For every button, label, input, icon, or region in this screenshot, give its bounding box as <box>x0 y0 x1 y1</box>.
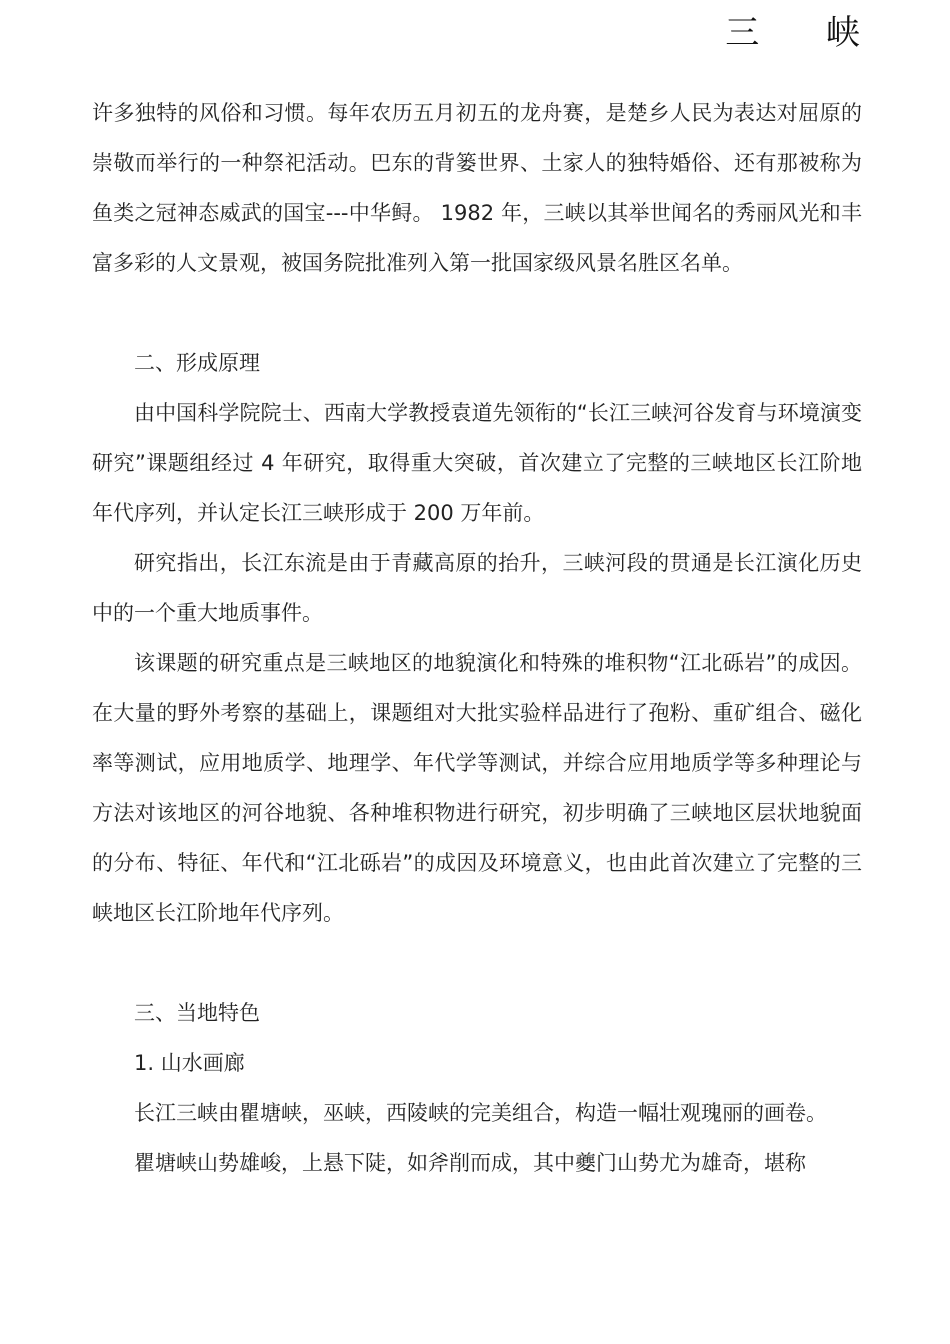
formation-paragraph-1: 由中国科学院院士、西南大学教授袁道先领衔的“长江三峡河谷发育与环境演变研究”课题组经过 4 年研究，取得重大突破，首次建立了完整的三峡地区长江阶地年代序列，并认定长江三峡形成于 200 万年前。 <box>92 401 862 525</box>
formation-paragraph-3: 该课题的研究重点是三峡地区的地貌演化和特殊的堆积物“江北砾岩”的成因。在大量的野外考察的基础上，课题组对大批实验样品进行了孢粉、重矿组合、磁化率等测试，应用地质学、地理学、年代学等测试，并综合应用地质学等多种理论与方法对该地区的河谷地貌、各种堆积物进行研究，初步明确了三峡地区层状地貌面的分布、特征、年代和“江北砾岩”的成因及环境意义，也由此首次建立了完整的三峡地区长江阶地年代序列。 <box>92 651 862 925</box>
subsection-heading-landscape-gallery: 1. 山水画廊 <box>134 1051 245 1075</box>
section-heading-local-features: 三、当地特色 <box>134 1001 260 1025</box>
landscape-paragraph-1: 长江三峡由瞿塘峡，巫峡，西陵峡的完美组合，构造一幅壮观瑰丽的画卷。 <box>134 1101 827 1125</box>
section-heading-formation: 二、形成原理 <box>134 351 260 375</box>
page-header-title: 三 峡 <box>725 13 888 53</box>
spacer <box>92 938 862 988</box>
landscape-paragraph-2: 瞿塘峡山势雄峻，上悬下陡，如斧削而成，其中夔门山势尤为雄奇，堪称 <box>134 1151 806 1175</box>
spacer <box>92 288 862 338</box>
document-body <box>92 88 862 1188</box>
intro-paragraph: 许多独特的风俗和习惯。每年农历五月初五的龙舟赛，是楚乡人民为表达对屈原的崇敬而举行的一种祭祀活动。巴东的背篓世界、土家人的独特婚俗、还有那被称为鱼类之冠神态威武的国宝---中华鲟。 1982 年，三峡以其举世闻名的秀丽风光和丰富多彩的人文景观，被国务院批准列入第一批国家级风景名胜区名单。 <box>92 101 862 275</box>
formation-paragraph-2: 研究指出，长江东流是由于青藏高原的抬升，三峡河段的贯通是长江演化历史中的一个重大地质事件。 <box>92 551 862 625</box>
